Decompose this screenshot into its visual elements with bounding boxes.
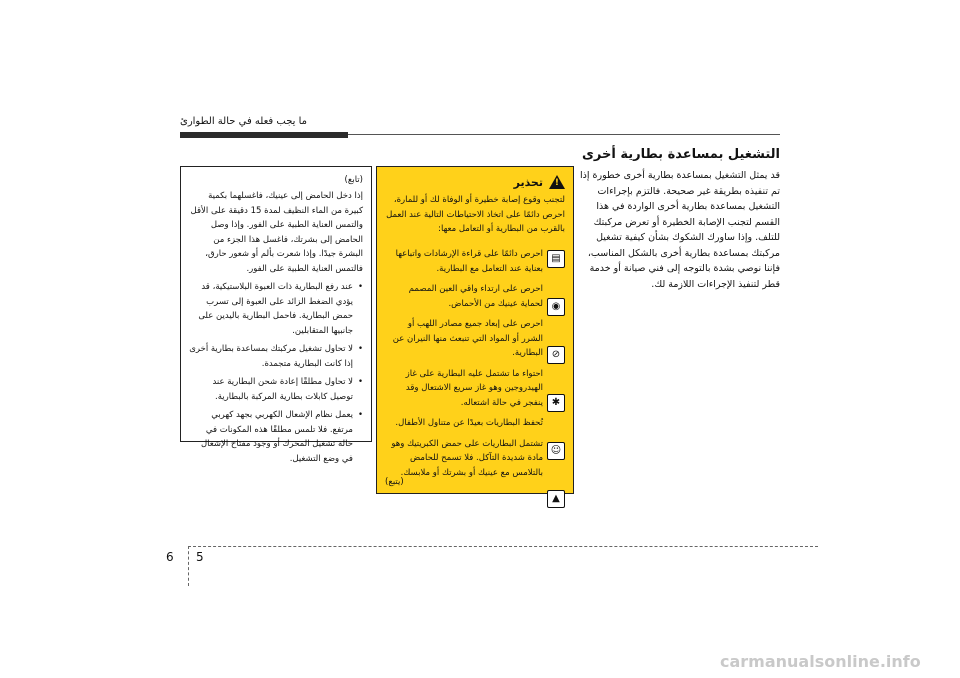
- section-body: قد يمثل التشغيل بمساعدة بطارية أخرى خطورة إذا تم تنفيذه بطريقة غير صحيحة. فالتزم بإجراءات التشغيل بمساعدة بطارية أخرى الواردة في هذا القسم لتجنب الإصابة الخطيرة أو تعرض مركبتك للتلف. وإذا ساورك الشكوك بشأن كيفية تشغيل مركبتك بمساعدة بطارية أخرى بالشكل المناسب، فإننا نوصي بشدة بالتوجه إلى فني صيانة أو خدمة قطر لتنفيذ الإجراءات اللازمة لك.: [579, 170, 780, 290]
- bullet-item: • عند رفع البطارية ذات العبوة البلاستيكية، قد يؤدي الضغط الزائد على العبوة إلى تسرب حمض البطارية. فاحمل البطارية باليدين على جانبيها المتقابلين.: [189, 280, 363, 338]
- continuation-box: [180, 166, 372, 464]
- warning-item: احرص على إبعاد جميع مصادر اللهب أو الشرر أو المواد التي تنبعث منها النيران عن البطارية.: [392, 319, 543, 358]
- footer-divider: [188, 546, 189, 586]
- book-icon: ▤: [547, 250, 565, 268]
- bullet-item: • يعمل نظام الإشعال الكهربي بجهد كهربي مرتفع. فلا تلمس مطلقًا هذه المكونات في حالة تشغيل المحرك أو وجود مفتاح الإشعال في وضع التشغيل.: [189, 408, 363, 466]
- warning-items: [385, 247, 543, 486]
- eye-protection-icon: ◉: [547, 298, 565, 316]
- no-flame-icon: ⊘: [547, 346, 565, 364]
- explosion-icon: ✱: [547, 394, 565, 412]
- warning-intro: لتجنب وقوع إصابة خطيرة أو الوفاة لك أو للمارة، احرص دائمًا على اتخاذ الاحتياطات التالية عند العمل بالقرب من البطارية أو التعامل معها:: [386, 195, 565, 234]
- chapter-number: 6: [166, 550, 174, 564]
- acid-icon: ▲: [547, 490, 565, 508]
- child-icon: ☺: [547, 442, 565, 460]
- warning-title: تحذير: [513, 176, 543, 189]
- warning-icon-column: [547, 250, 565, 538]
- exclamation-icon: !: [554, 178, 559, 188]
- continuation-head: (تابع): [344, 175, 363, 185]
- watermark: carmanualsonline.info: [720, 652, 921, 671]
- warning-item: احرص دائمًا على قراءة الإرشادات واتباعها بعناية عند التعامل مع البطارية.: [395, 249, 543, 274]
- warning-item: احتواء ما تشتمل عليه البطارية على غاز الهيدروجين وهو غاز سريع الاشتعال وقد ينفجر في حالة اشتعاله.: [405, 368, 543, 408]
- warning-item: احرص على ارتداء واقي العين المصمم لحماية عينيك من الأحماض.: [408, 284, 543, 309]
- warning-box: [376, 166, 574, 504]
- warning-item: تشتمل البطاريات على حمض الكبريتيك وهو مادة شديدة التآكل. فلا تسمح للحامض بالتلامس مع عينيك أو بشرتك أو ملابسك.: [391, 438, 543, 478]
- continuation-intro: إذا دخل الحامض إلى عينيك، فاغسلهما بكمية كبيرة من الماء النظيف لمدة 15 دقيقة على الأقل والتمس العناية الطبية على الفور. وإذا وصل الحامض إلى بشرتك، فاغسل هذا الجزء من البشرة جيدًا. وإذا شعرت بألم أو شعور حارق، فالتمس العناية الطبية على الفور.: [190, 191, 363, 274]
- bullet-item: • لا تحاول مطلقًا إعادة شحن البطارية عند توصيل كابلات بطارية المركبة بالبطارية.: [189, 375, 363, 404]
- bullet-item: • لا تحاول تشغيل مركبتك بمساعدة بطارية أخرى إذا كانت البطارية متجمدة.: [189, 342, 363, 371]
- continued-label: (يتبع): [385, 477, 404, 487]
- header-bar: [180, 132, 348, 138]
- warning-item: تُحفظ البطاريات بعيدًا عن متناول الأطفال.: [395, 418, 543, 428]
- header-rule: [348, 134, 780, 135]
- running-header: ما يجب فعله في حالة الطوارئ: [180, 116, 308, 127]
- page-number: 5: [196, 550, 204, 564]
- footer-rule: [188, 546, 818, 547]
- section-title: التشغيل بمساعدة بطارية أخرى: [582, 147, 780, 162]
- continuation-body: [189, 189, 363, 470]
